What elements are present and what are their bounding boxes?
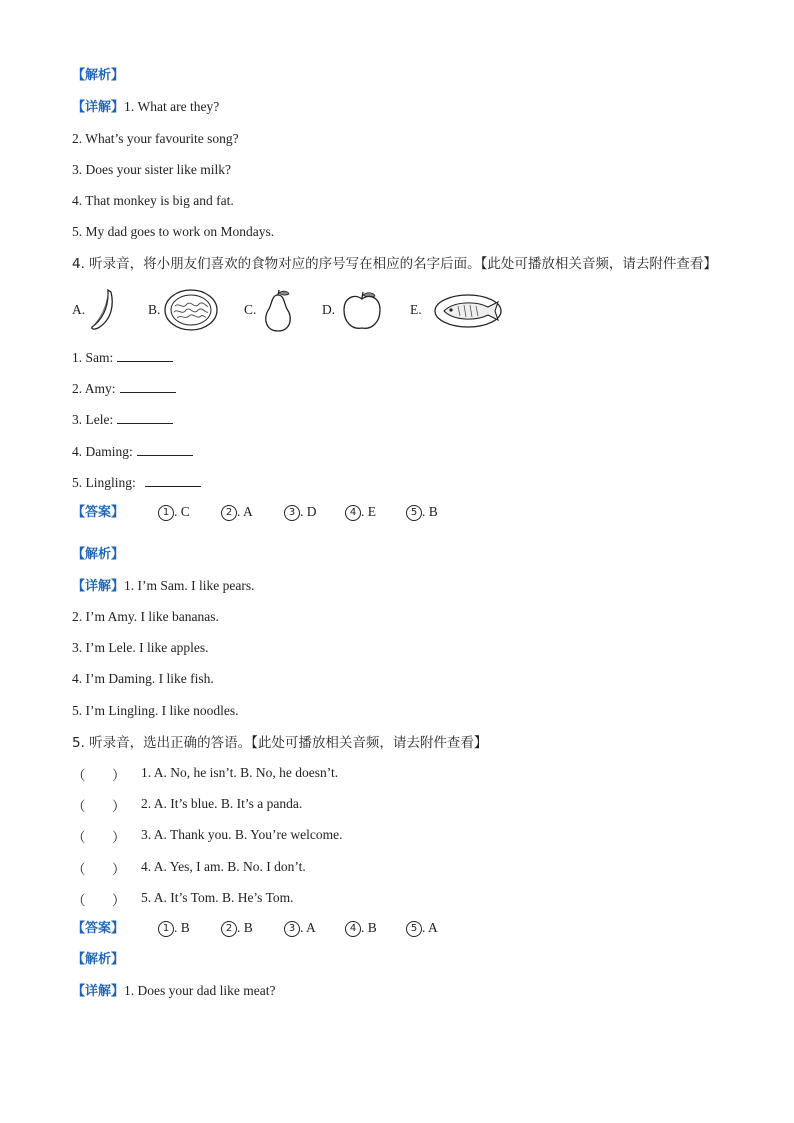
answer-item: 1 . C xyxy=(158,504,190,521)
detail-line: 3. I’m Lele. I like apples. xyxy=(72,640,209,655)
choice-line: 4. A. Yes, I am. B. No. I don’t. xyxy=(141,859,306,874)
paren-close: ） xyxy=(112,768,126,783)
question-4-title: 4. 听录音，将小朋友们喜欢的食物对应的序号写在相应的名字后面。【此处可播放相关音频，请去附件查看】 xyxy=(72,256,717,272)
answer-item: 3 . D xyxy=(284,504,317,521)
answer-blank[interactable] xyxy=(137,442,193,456)
paren-open: （ xyxy=(72,799,86,814)
detail-line: 2. What’s your favourite song? xyxy=(72,131,239,146)
detail-line: 2. I’m Amy. I like bananas. xyxy=(72,609,219,624)
choice-line: 1. A. No, he isn’t. B. No, he doesn’t. xyxy=(141,765,339,780)
answer-blank[interactable] xyxy=(117,348,173,362)
detail-text: 1. Does your dad like meat? xyxy=(124,983,276,998)
option-e-label: E. xyxy=(410,302,422,317)
answer-item: 5 . B xyxy=(406,504,438,521)
paren-close: ） xyxy=(112,830,126,845)
detail-line: 3. Does your sister like milk? xyxy=(72,162,231,177)
name-label: 5. Lingling: xyxy=(72,475,136,490)
name-blank-row xyxy=(72,410,173,429)
detail-text: 1. I’m Sam. I like pears. xyxy=(124,578,255,593)
name-blank-row xyxy=(72,442,193,461)
detail-text: 1. What are they? xyxy=(124,99,220,114)
apple-icon xyxy=(340,290,384,332)
option-a-label: A. xyxy=(72,302,86,317)
detail-line: 4. That monkey is big and fat. xyxy=(72,193,234,208)
name-blank-row xyxy=(72,473,201,492)
answer-item: 1 . B xyxy=(158,920,190,937)
question-5-title: 5. 听录音，选出正确的答语。【此处可播放相关音频，请去附件查看】 xyxy=(72,735,488,751)
answer-blank[interactable] xyxy=(145,473,201,487)
detail-line xyxy=(72,982,275,1001)
detail-line xyxy=(72,98,219,117)
answer-blank[interactable] xyxy=(117,410,173,424)
detail-tag: 【详解】 xyxy=(72,579,125,594)
choice-line: 5. A. It’s Tom. B. He’s Tom. xyxy=(141,890,294,905)
analysis-heading: 【解析】 xyxy=(72,952,125,967)
paren-open: （ xyxy=(72,893,86,908)
answer-item: 2 . A xyxy=(221,504,253,521)
name-label: 4. Daming: xyxy=(72,444,133,459)
answer-item: 5 . A xyxy=(406,920,438,937)
detail-line: 5. I’m Lingling. I like noodles. xyxy=(72,703,239,718)
option-c-label: C. xyxy=(244,302,257,317)
option-b-label: B. xyxy=(148,302,161,317)
choice-line: 3. A. Thank you. B. You’re welcome. xyxy=(141,827,343,842)
detail-tag: 【详解】 xyxy=(72,100,125,115)
name-label: 2. Amy: xyxy=(72,381,116,396)
answer-item: 4 . E xyxy=(345,504,376,521)
answer-item: 2 . B xyxy=(221,920,253,937)
pear-icon xyxy=(259,289,297,333)
answer-item: 3 . A xyxy=(284,920,316,937)
name-blank-row xyxy=(72,379,176,398)
detail-line: 4. I’m Daming. I like fish. xyxy=(72,671,214,686)
answer-heading: 【答案】 xyxy=(72,505,125,520)
option-d-label: D. xyxy=(322,302,336,317)
paren-open: （ xyxy=(72,768,86,783)
answer-blank[interactable] xyxy=(120,379,176,393)
answer-heading: 【答案】 xyxy=(72,921,125,936)
detail-line xyxy=(72,577,254,596)
name-blank-row xyxy=(72,348,173,367)
paren-close: ） xyxy=(112,862,126,877)
name-label: 3. Lele: xyxy=(72,412,114,427)
banana-icon xyxy=(86,286,122,332)
name-label: 1. Sam: xyxy=(72,350,114,365)
fish-icon xyxy=(432,293,504,329)
detail-tag: 【详解】 xyxy=(72,984,125,999)
answer-item: 4 . B xyxy=(345,920,377,937)
choice-line: 2. A. It’s blue. B. It’s a panda. xyxy=(141,796,303,811)
paren-open: （ xyxy=(72,830,86,845)
paren-open: （ xyxy=(72,862,86,877)
paren-close: ） xyxy=(112,799,126,814)
detail-line: 5. My dad goes to work on Mondays. xyxy=(72,224,275,239)
paren-close: ） xyxy=(112,893,126,908)
noodles-bowl-icon xyxy=(163,288,219,332)
analysis-heading: 【解析】 xyxy=(72,547,125,562)
analysis-heading: 【解析】 xyxy=(72,68,125,83)
